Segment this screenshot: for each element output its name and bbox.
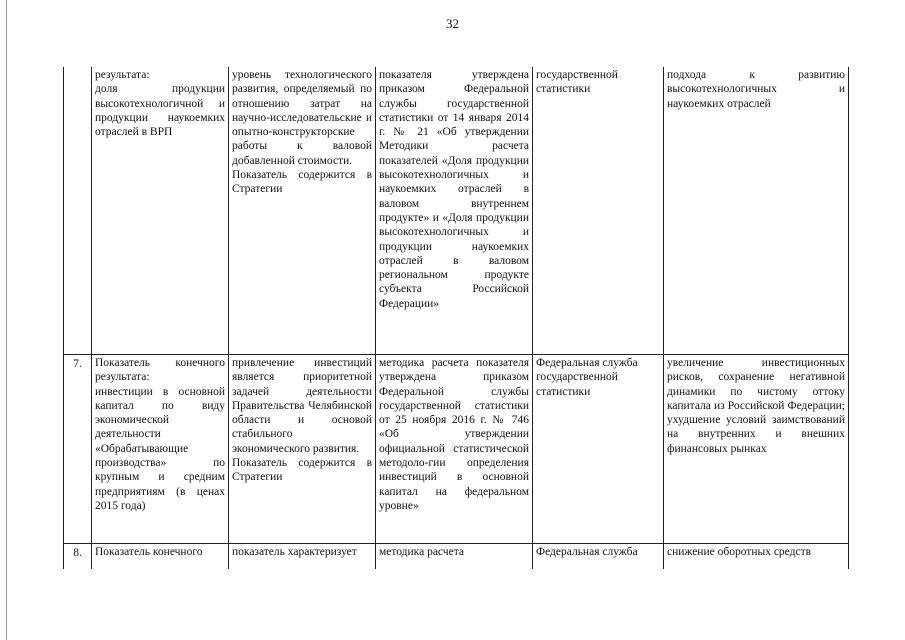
data-source-cell: государственной статистики <box>533 67 664 355</box>
indicators-table <box>63 67 849 569</box>
page-left-border <box>6 0 7 640</box>
calculation-method-cell: методика расчета <box>376 544 533 570</box>
calculation-method-cell: методика расчета показателя утверждена приказом Федеральной службы государственной статистики от 25 ноября 2016 г. № 746 «Об утверждении официальной статистической методоло-гии определения инвестиций в основной капитал на федеральном уровне» <box>376 355 533 544</box>
indicator-rationale-cell: уровень технологического развития, определяемый по отношению затрат на научно-исследовательские и опытно-конструкторские работы к валовой добавленной стоимости. Показатель содержится в Стратегии <box>229 67 376 355</box>
table-row <box>64 544 849 570</box>
table-row <box>64 67 849 355</box>
calculation-method-cell: показателя утверждена приказом Федеральной службы государственной статистики от 14 января 2014 г. № 21 «Об утверждении Методики расчета показателей «Доля продукции высокотехнологичных и наукоемких отраслей в валовом внутреннем продукте» и «Доля продукции высокотехнологичных и продукции наукоемких отраслей в валовом региональном продукте субъекта Российской Федерации» <box>376 67 533 355</box>
indicator-name-cell: результата: доля продукции высокотехнологичной и продукции наукоемких отраслей в ВРП <box>92 67 229 355</box>
row-number: 8. <box>64 544 92 570</box>
risk-factors-cell: подхода к развитию высокотехнологичных и наукоемких отраслей <box>664 67 849 355</box>
indicator-name-cell: Показатель конечного <box>92 544 229 570</box>
row-number: 7. <box>64 355 92 544</box>
indicator-rationale-cell: привлечение инвестиций является приоритетной задачей деятельности Правительства Челябинской области и основой стабильного экономического развития. Показатель содержится в Стратегии <box>229 355 376 544</box>
risk-factors-cell: увеличение инвестиционных рисков, сохранение негативной динамики по чистому оттоку капитала из Российской Федерации; ухудшение условий заимствований на внутренних и внешних финансовых рынках <box>664 355 849 544</box>
risk-factors-cell: снижение оборотных средств <box>664 544 849 570</box>
indicator-name-cell: Показатель конечного результата: инвестиции в основной капитал по виду экономической деятельности «Обрабатывающие производства» по крупным и средним предприятиям (в ценах 2015 года) <box>92 355 229 544</box>
table-row <box>64 355 849 544</box>
indicator-rationale-cell: показатель характеризует <box>229 544 376 570</box>
data-source-cell: Федеральная служба государственной статистики <box>533 355 664 544</box>
row-number <box>64 67 92 355</box>
page-number: 32 <box>446 16 459 31</box>
data-source-cell: Федеральная служба <box>533 544 664 570</box>
